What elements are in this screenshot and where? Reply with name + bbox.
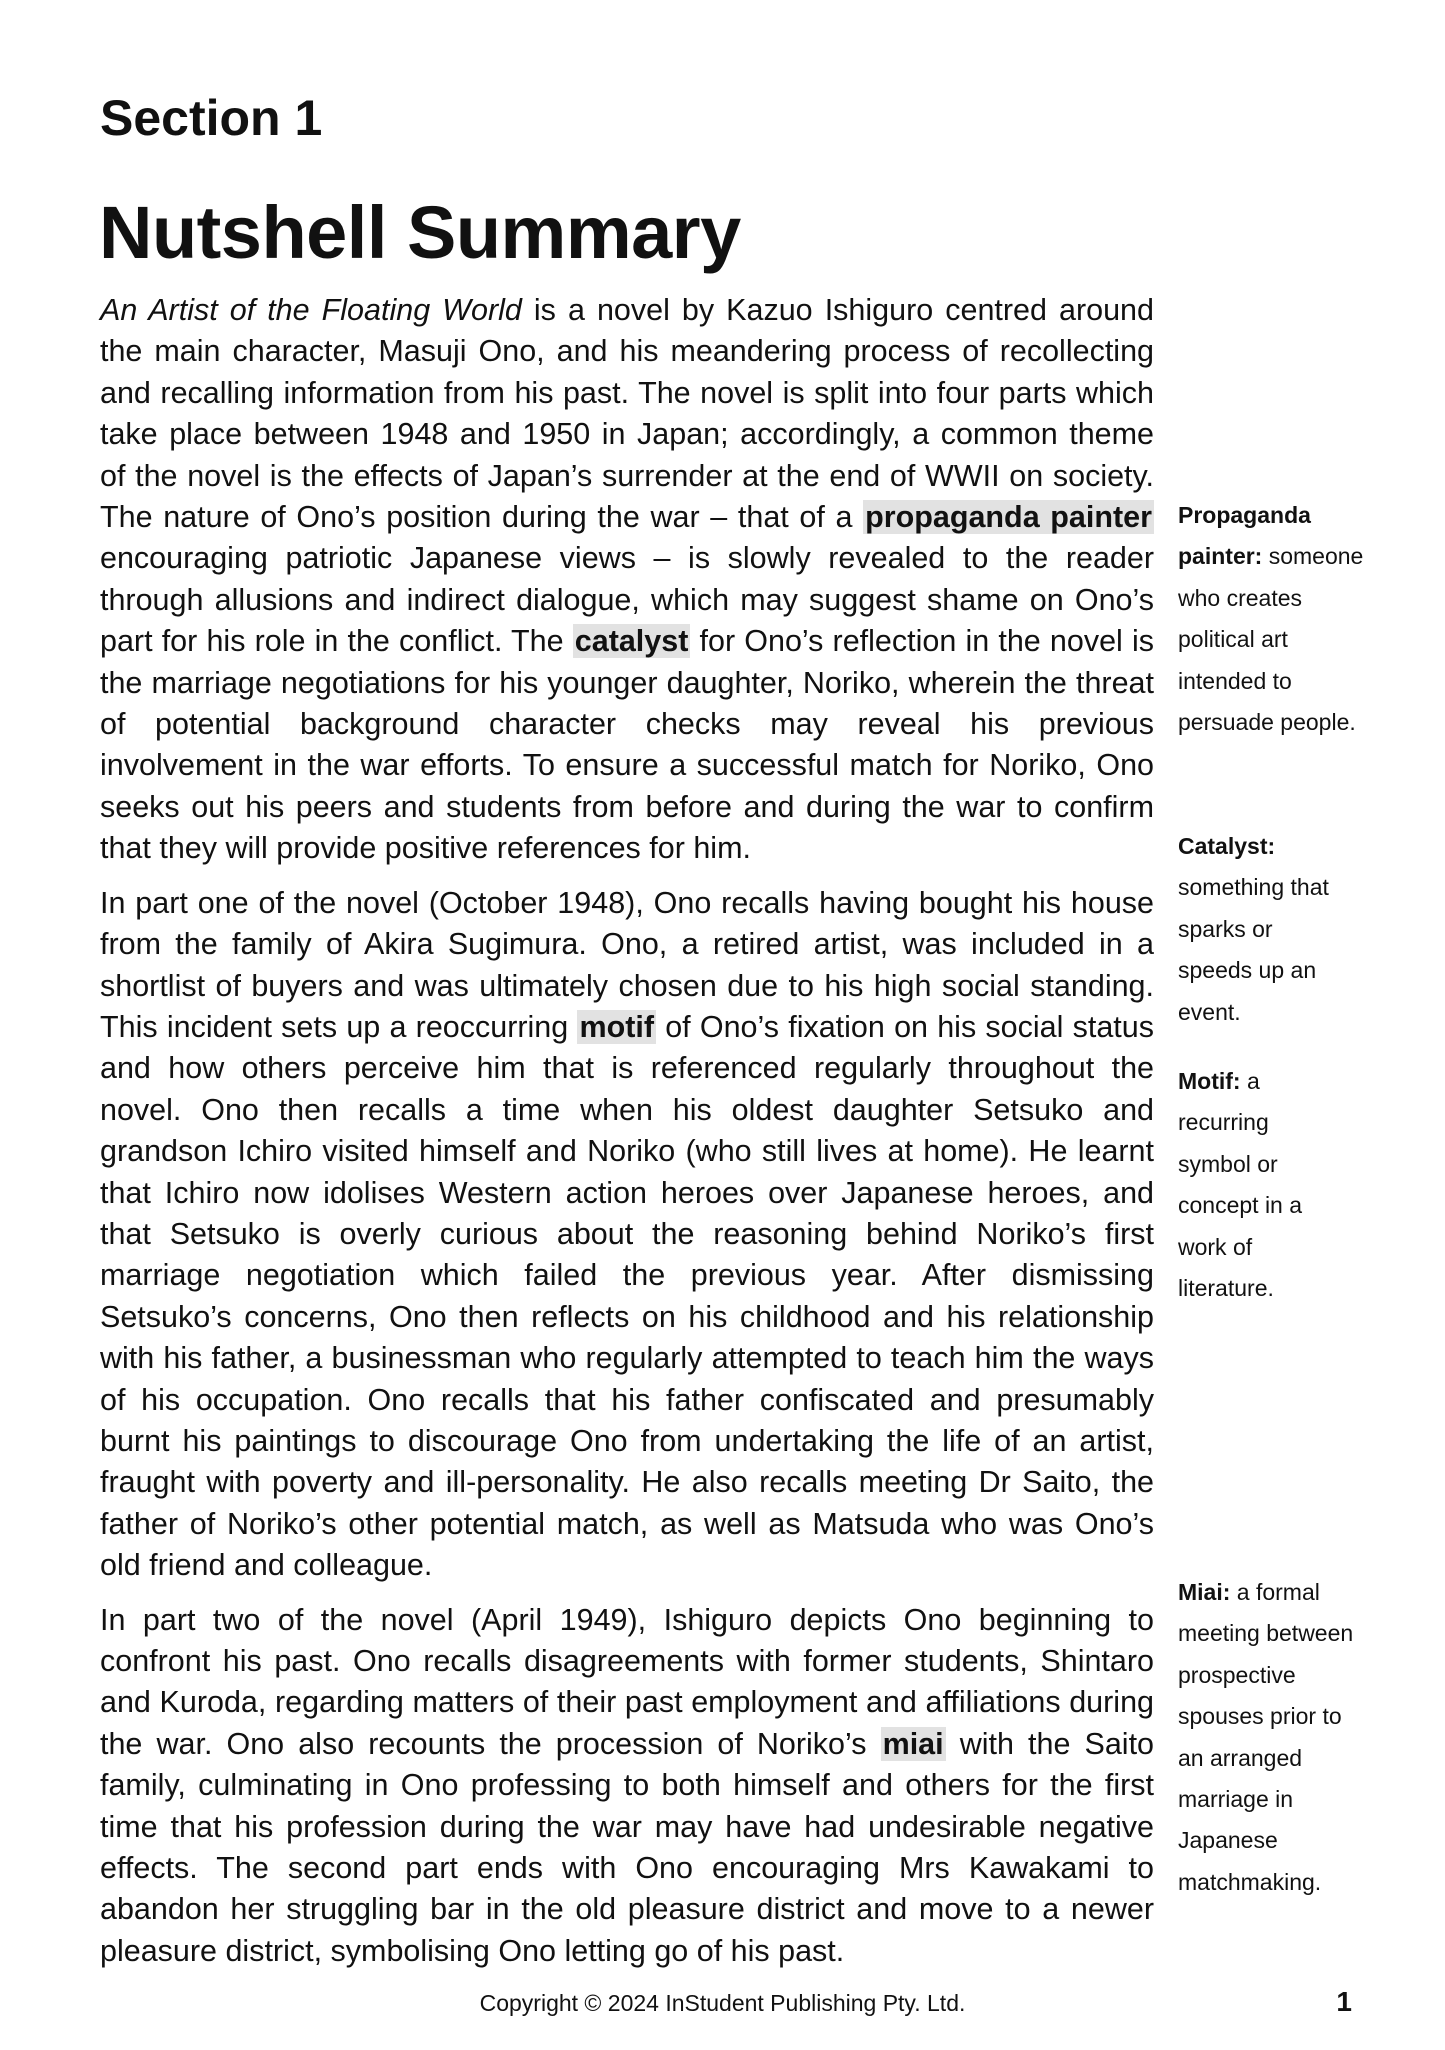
- section-label: Section 1: [100, 90, 323, 146]
- paragraph-text: In part one of the novel (October 1948), Ono recalls having bought his house from the family of Akira Sugimura. Ono, a retired artist, was included in a shortlist of buyers and was ultimately chosen due to his high social standing. This incident sets up a reoccurring: [100, 885, 1154, 1044]
- body-paragraph: [100, 1600, 1154, 1973]
- glossary-term: Catalyst:: [1178, 833, 1276, 859]
- body-paragraph: [100, 883, 1154, 1587]
- page-title: Nutshell Summary: [99, 191, 741, 274]
- paragraph-text: with the Saito family, culminating in Ono professing to both himself and others for the first time that his profession during the war may have had undesirable negative effects. The second part ends with Ono encouraging Mrs Kawakami to abandon her struggling bar in the old pleasure district and move to a newer pleasure district, symbolising Ono letting go of his past.: [100, 1726, 1155, 1968]
- highlighted-term: propaganda painter: [865, 500, 1152, 535]
- glossary-term: Motif:: [1178, 1068, 1241, 1094]
- body-paragraph: [100, 290, 1154, 870]
- paragraph-text: for Ono’s reflection in the novel is the marriage negotiations for his younger daughter, Noriko, wherein the threat of potential background character checks may reveal his previous involvement in the war efforts. To ensure a successful match for Noriko, Ono seeks out his peers and students from before and during the war to confirm that they will provide positive references for him.: [100, 624, 1154, 866]
- glossary-definition: someone who creates political art intended to persuade people.: [1178, 543, 1364, 736]
- book-title: An Artist of the Floating World: [100, 293, 522, 327]
- paragraph-text: In part two of the novel (April 1949), Ishiguro depicts Ono beginning to confront his past. Ono recalls disagreements with former students, Shintaro and Kuroda, regarding matters of their past employment and affiliations during the war. Ono also recounts the procession of Noriko’s: [100, 1602, 1154, 1761]
- main-column: [100, 290, 1154, 1985]
- paragraph-text: of Ono’s fixation on his social status and how others perceive him that is referenced regularly throughout the novel. Ono then recalls a time when his oldest daughter Setsuko and grandson Ichiro visited himself and Noriko (who still lives at home). He learnt that Ichiro now idolises Western action heroes over Japanese heroes, and that Setsuko is overly curious about the reasoning behind Noriko’s first marriage negotiation which failed the previous year. After dismissing Setsuko’s concerns, Ono then reflects on his childhood and his relationship with his father, a businessman who regularly attempted to teach him the ways of his occupation. Ono recalls that his father confiscated and presumably burnt his paintings to discourage Ono from undertaking the life of an artist, fraught with poverty and ill-personality. He also recalls meeting Dr Saito, the father of Noriko’s other potential match, as well as Matsuda who was Ono’s old friend and colleague.: [100, 1009, 1154, 1583]
- glossary-definition: a recurring symbol or concept in a work of literature.: [1178, 1068, 1303, 1302]
- glossary-definition: a formal meeting between prospective spouses prior to an arranged marriage in Japanese matchmaking.: [1178, 1579, 1354, 1895]
- paragraph-text: is a novel by Kazuo Ishiguro centred around the main character, Masuji Ono, and his meandering process of recollecting and recalling information from his past. The novel is split into four parts which take place between 1948 and 1950 in Japan; accordingly, a common theme of the novel is the effects of Japan’s surrender at the end of WWII on society. The nature of Ono’s position during the war – that of a: [100, 293, 1154, 535]
- page-number: 1: [1336, 1986, 1352, 2017]
- highlighted-term: catalyst: [574, 624, 689, 659]
- paragraph-text: encouraging patriotic Japanese views – is slowly revealed to the reader through allusions and indirect dialogue, which may suggest shame on Ono’s part for his role in the conflict. The: [100, 541, 1154, 659]
- footer-copyright: Copyright © 2024 InStudent Publishing Pty. Ltd.: [479, 1990, 966, 2016]
- glossary-term: Miai:: [1178, 1579, 1231, 1605]
- highlighted-term: miai: [882, 1726, 944, 1761]
- glossary-term: Propaganda painter:: [1178, 502, 1311, 570]
- glossary-miai: [1178, 1572, 1358, 1903]
- glossary-definition: something that sparks or speeds up an event.: [1178, 874, 1329, 1025]
- glossary-catalyst: [1178, 826, 1353, 1033]
- glossary-propaganda: [1178, 495, 1368, 743]
- highlighted-term: motif: [579, 1009, 654, 1044]
- glossary-motif: [1178, 1061, 1338, 1309]
